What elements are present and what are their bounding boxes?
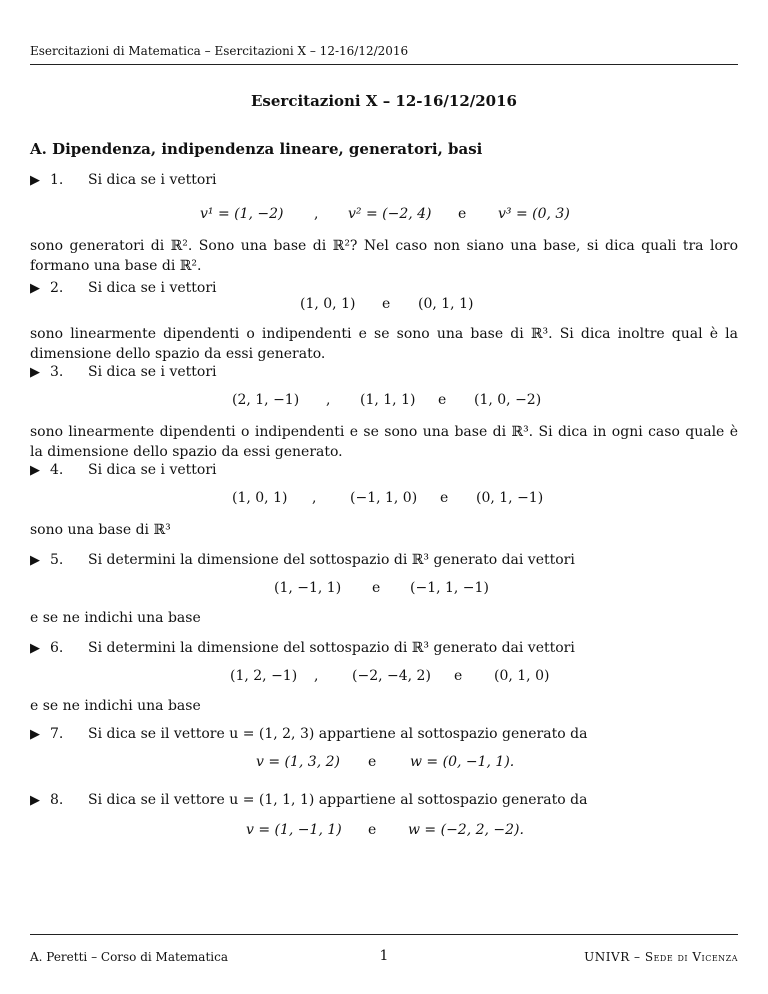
exercise-number: 8. [50, 792, 64, 808]
exercise-1-text: sono generatori di ℝ². Sono una base di ℝ²? Nel caso non siano una base, si dica quali tra loro formano una base di ℝ². [30, 238, 738, 274]
formula-separator: , [312, 490, 317, 506]
exercise-number: 3. [50, 364, 64, 380]
formula-separator: e [440, 490, 449, 506]
footer-divider [30, 934, 738, 935]
running-head: Esercitazioni di Matematica – Esercitazioni X – 12-16/12/2016 [30, 44, 409, 58]
formula-separator: e [458, 206, 467, 222]
formula-term: (2, 1, −1) [232, 392, 300, 408]
bullet-icon: ▶ [30, 365, 40, 380]
formula-term: v = (1, 3, 2) [256, 754, 340, 770]
exercise-number: 7. [50, 726, 64, 742]
exercise-6-text: e se ne indichi una base [30, 698, 201, 714]
page-number: 1 [379, 948, 389, 964]
exercise-6-intro [30, 640, 575, 656]
bullet-icon: ▶ [30, 463, 40, 478]
formula-term: v = (1, −1, 1) [246, 822, 342, 838]
exercise-5-text: e se ne indichi una base [30, 610, 201, 626]
formula-separator: e [368, 822, 377, 838]
exercise-1-intro [30, 172, 217, 188]
exercise-3-intro [30, 364, 217, 380]
exercise-intro-text: Si dica se i vettori [88, 462, 217, 478]
formula-term: (1, 0, −2) [474, 392, 542, 408]
bullet-icon: ▶ [30, 727, 40, 742]
exercise-intro-text: Si dica se il vettore u = (1, 1, 1) appartiene al sottospazio generato da [88, 792, 588, 808]
exercise-4-text: sono una base di ℝ³ [30, 522, 171, 538]
formula-term: (1, 0, 1) [232, 490, 288, 506]
exercise-7-intro [30, 726, 587, 742]
formula-term: (1, 1, 1) [360, 392, 416, 408]
exercise-intro-text: Si dica se i vettori [88, 364, 217, 380]
exercise-intro-text: Si determini la dimensione del sottospazio di ℝ³ generato dai vettori [88, 640, 575, 656]
formula-separator: e [454, 668, 463, 684]
formula-term: (1, 0, 1) [300, 296, 356, 312]
footer-institution: UNIVR – Sede di Vicenza [584, 950, 738, 964]
footer-author: A. Peretti – Corso di Matematica [30, 950, 228, 964]
bullet-icon: ▶ [30, 553, 40, 568]
exercise-intro-text: Si determini la dimensione del sottospazio di ℝ³ generato dai vettori [88, 552, 575, 568]
formula-term: v³ = (0, 3) [498, 206, 570, 222]
exercise-intro-text: Si dica se il vettore u = (1, 2, 3) appartiene al sottospazio generato da [88, 726, 588, 742]
formula-separator: e [372, 580, 381, 596]
exercise-number: 4. [50, 462, 64, 478]
formula-term: w = (−2, 2, −2). [408, 822, 524, 838]
bullet-icon: ▶ [30, 173, 40, 188]
exercise-number: 6. [50, 640, 64, 656]
formula-term: (0, 1, −1) [476, 490, 544, 506]
formula-term: (−1, 1, −1) [410, 580, 489, 596]
exercise-intro-text: Si dica se i vettori [88, 172, 217, 188]
bullet-icon: ▶ [30, 641, 40, 656]
formula-separator: , [314, 668, 319, 684]
bullet-icon: ▶ [30, 793, 40, 808]
formula-separator: e [368, 754, 377, 770]
formula-term: (1, −1, 1) [274, 580, 342, 596]
formula-term: (0, 1, 1) [418, 296, 474, 312]
exercise-2-intro [30, 280, 217, 296]
formula-term: v² = (−2, 4) [348, 206, 432, 222]
page-title: Esercitazioni X – 12-16/12/2016 [251, 92, 517, 110]
exercise-number: 2. [50, 280, 64, 296]
exercise-8-intro [30, 792, 587, 808]
formula-term: w = (0, −1, 1). [410, 754, 515, 770]
formula-term: (−2, −4, 2) [352, 668, 431, 684]
formula-separator: e [382, 296, 391, 312]
formula-separator: e [438, 392, 447, 408]
exercise-4-intro [30, 462, 217, 478]
exercise-intro-text: Si dica se i vettori [88, 280, 217, 296]
formula-term: (−1, 1, 0) [350, 490, 418, 506]
header-divider [30, 64, 738, 65]
bullet-icon: ▶ [30, 281, 40, 296]
exercise-number: 1. [50, 172, 64, 188]
formula-separator: , [326, 392, 331, 408]
formula-separator: , [314, 206, 319, 222]
formula-term: (0, 1, 0) [494, 668, 550, 684]
exercise-number: 5. [50, 552, 64, 568]
exercise-3-text: sono linearmente dipendenti o indipendenti e se sono una base di ℝ³. Si dica in ogni caso quale è la dimensione dello spazio da essi generato. [30, 424, 738, 460]
formula-term: (1, 2, −1) [230, 668, 298, 684]
exercise-5-intro [30, 552, 575, 568]
formula-term: v¹ = (1, −2) [200, 206, 284, 222]
section-heading: A. Dipendenza, indipendenza lineare, generatori, basi [30, 140, 483, 158]
exercise-2-text: sono linearmente dipendenti o indipendenti e se sono una base di ℝ³. Si dica inoltre qual è la dimensione dello spazio da essi generato. [30, 326, 738, 362]
